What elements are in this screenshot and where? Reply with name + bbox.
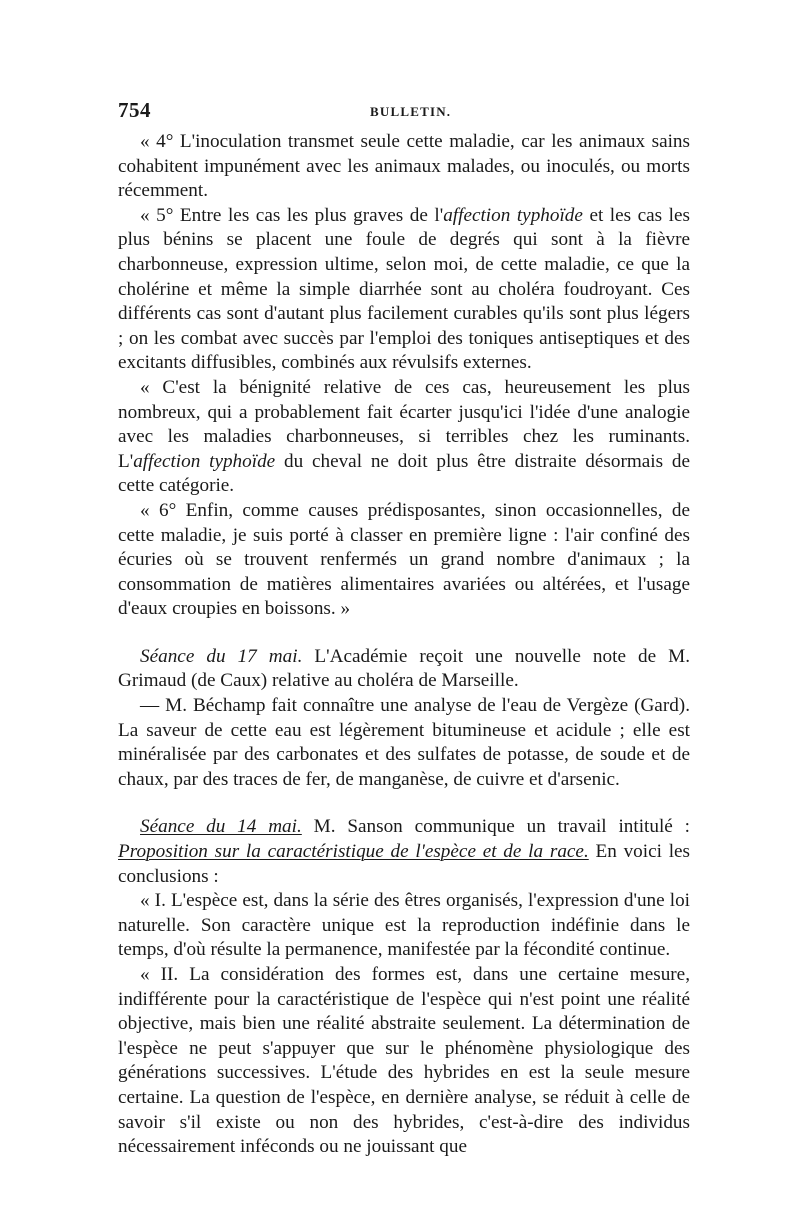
paragraph-text: « I. L'espèce est, dans la série des êtres organisés, l'expression d'une loi naturelle. Son caractère unique est la reproduction indéfinie dans le temps, d'où résulte la permanence, manifestée par la fécondité continue. [118, 890, 690, 961]
italic-term: affection typhoïde [443, 204, 583, 226]
paragraph-causes [118, 499, 690, 622]
italic-title: Proposition sur la caractéristique de l'espèce et de la race. [118, 841, 589, 863]
paragraph-text: L'Académie reçoit une nouvelle note de M. Grimaud (de Caux) relative au choléra de Marseille. [118, 645, 690, 692]
paragraph-inoculation [118, 130, 690, 204]
paragraph-text-post: du cheval ne doit plus être distraite désormais de cette catégorie. [118, 450, 690, 497]
paragraph-seance-17-mai [118, 645, 690, 694]
page-header [118, 96, 690, 130]
running-title: BULLETIN. [370, 104, 452, 119]
paragraph-text-post: et les cas les plus bénins se placent une foule de degrés qui sont à la fièvre charbonneuse, expression ultime, selon moi, de cette maladie, ce que la cholérine et même la simple diarrhée sont au choléra foudroyant. Ces différents cas sont d'autant plus facilement curables qu'ils sont plus légers ; on les combat avec succès par l'emploi des toniques antiseptiques et des excitants diffusibles, combinés aux révulsifs externes. [118, 204, 690, 374]
italic-term: affection typhoïde [133, 450, 276, 472]
session-date: Séance du 14 mai. [140, 816, 302, 838]
paragraph-text-pre: M. Sanson communique un travail intitulé : [301, 816, 690, 838]
paragraph-text-pre: « 5° Entre les cas les plus graves de l' [140, 204, 444, 226]
document-page [118, 96, 690, 1160]
page-number: 754 [118, 98, 151, 122]
paragraph-text: — M. Béchamp fait connaître une analyse de l'eau de Vergèze (Gard). La saveur de cette eau est légèrement bitumineuse et acidule ; elle est minéralisée par des carbonates et des sulfates de potasse, de soude et de chaux, par des traces de fer, de manganèse, de cuivre et d'arsenic. [118, 695, 690, 790]
paragraph-conclusion-1 [118, 889, 690, 963]
paragraph-conclusion-2 [118, 963, 690, 1160]
session-date: Séance du 17 mai. [140, 645, 303, 667]
paragraph-text: « 6° Enfin, comme causes prédisposantes, sinon occasionnelles, de cette maladie, je suis porté à classer en première ligne : l'air confiné des écuries où se trouvent renfermés un grand nombre d'animaux ; la consommation de matières alimentaires avariées ou altérées, et l'usage d'eaux croupies en boissons. » [118, 499, 690, 620]
paragraph-text: « II. La considération des formes est, dans une certaine mesure, indifférente pour la caractéristique de l'espèce qui n'est point une réalité objective, mais bien une réalité abstraite seulement. La détermination de l'espèce ne peut s'appuyer que sur le phénomène physiologique des générations successives. L'étude des hybrides en est la seule mesure certaine. La question de l'espèce, en dernière analyse, se réduit à celle de savoir s'il existe ou non des hybrides, c'est-à-dire des individus nécessairement inféconds ou ne jouissant que [118, 964, 690, 1158]
paragraph-benignity [118, 376, 690, 499]
body-text [118, 130, 690, 1160]
paragraph-text-pre: « C'est la bénignité relative de ces cas, heureusement les plus nombreux, qui a probablement fait écarter jusqu'ici l'idée d'une analogie avec les maladies charbonneuses, si terribles chez les ruminants. L' [118, 376, 690, 472]
paragraph-seance-14-mai [118, 815, 690, 889]
paragraph-typhoid-degrees [118, 204, 690, 376]
paragraph-bechamp [118, 694, 690, 792]
paragraph-text: « 4° L'inoculation transmet seule cette maladie, car les animaux sains cohabitent impunément avec les animaux malades, ou inoculés, ou morts récemment. [118, 131, 690, 202]
paragraph-text-post: En voici les conclusions : [118, 841, 691, 887]
